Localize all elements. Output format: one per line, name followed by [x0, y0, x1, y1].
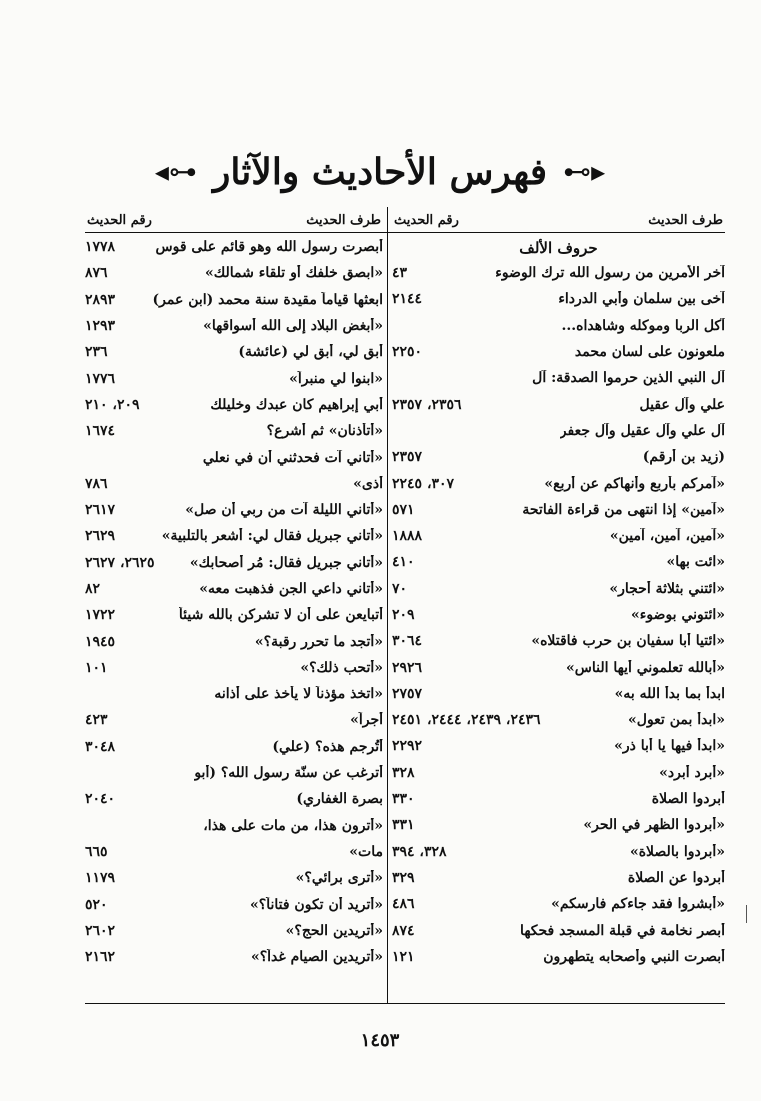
entry-number: ٢١٤٤	[392, 291, 423, 308]
entry-number: ٤٨٦	[392, 896, 415, 913]
entry-number: ١٧٧٦	[85, 370, 116, 387]
index-entry	[85, 287, 383, 313]
entry-number: ١٩٤٥	[85, 633, 116, 650]
entry-number: ٣٠٦٤	[392, 633, 423, 650]
right-column-header	[392, 208, 725, 232]
index-entry	[392, 865, 725, 891]
index-entry	[85, 550, 383, 576]
entry-number: ٣٢٨، ٣٩٤	[392, 843, 447, 860]
entry-number: ١٨٨٨	[392, 528, 423, 545]
entry-number: ٢٨٩٣	[85, 291, 116, 308]
index-entry	[85, 628, 383, 654]
entry-number: ٣٢٨	[392, 764, 415, 781]
entry-text: «أتاني الليلة آت من ربي أن صل»	[185, 502, 383, 519]
entry-number: ٢٧٥٧	[392, 685, 423, 702]
entry-text: «أتأذنان» ثم أشرع؟	[266, 423, 383, 440]
entry-text: «آمركم بأربع وأنهاكم عن أربع»	[544, 475, 725, 492]
index-entry	[392, 733, 725, 759]
entry-number: ٥٢٠	[85, 896, 108, 913]
entry-text: «أترى برائي؟»	[295, 870, 383, 887]
entry-number: ٢٢٥٠	[392, 344, 423, 361]
index-entry	[85, 523, 383, 549]
entry-text: آل علي وآل عقيل وآل جعفر	[559, 422, 725, 439]
index-entry	[392, 839, 725, 865]
entry-number: ٨٢	[85, 581, 101, 597]
entry-number: ٣٢٩	[392, 869, 415, 886]
index-entry	[85, 655, 383, 681]
entry-text: «أبرد أبرد»	[659, 764, 725, 781]
index-entry	[392, 339, 725, 365]
entry-text: «ائتيا أبا سفيان بن حرب فاقتلاه»	[531, 633, 725, 650]
left-column-body	[85, 234, 383, 970]
ornament-left: ◂⊶	[154, 155, 197, 188]
entry-text: أبصر نخامة في قبلة المسجد فحكها	[520, 922, 725, 939]
entry-number: ٢٠٤٠	[85, 791, 116, 808]
index-entry	[392, 497, 725, 523]
entry-number: ٤٢٣	[85, 712, 108, 729]
margin-mark	[746, 905, 747, 923]
index-entry	[85, 365, 383, 391]
entry-number: ٢٣٦	[85, 344, 108, 361]
entry-number: ٢١٦٢	[85, 949, 116, 966]
index-entry	[85, 260, 383, 286]
entry-text: «آمين» إذا انتهى من قراءة الفاتحة	[522, 501, 725, 518]
entry-text: أبردوا عن الصلاة	[627, 869, 725, 886]
entry-text: أتبايعن على أن لا تشركن بالله شيئاً	[178, 607, 383, 624]
entry-text: «أتجد ما تحرر رقبة؟»	[254, 633, 383, 650]
index-entry	[85, 681, 383, 707]
entry-text: أبق لي، أبق لي (عائشة)	[238, 344, 383, 361]
index-entry	[392, 760, 725, 786]
index-entry	[85, 813, 383, 839]
entry-text: «أتريدين الحج؟»	[285, 922, 383, 939]
index-entry	[392, 365, 725, 391]
index-entry	[85, 786, 383, 812]
entry-number: ٣٣١	[392, 817, 415, 834]
index-entry	[85, 865, 383, 891]
entry-text: «أبغض البلاد إلى الله أسواقها»	[203, 318, 383, 335]
index-entry	[392, 470, 725, 496]
entry-text: «ابصق خلفك أو تلقاء شمالك»	[204, 265, 383, 282]
index-entry	[392, 944, 725, 970]
entry-text: ابدأ بما بدأ الله به»	[614, 685, 725, 702]
index-entry	[392, 602, 725, 628]
right-column	[392, 208, 725, 970]
header-text-label: طرف الحديث	[306, 212, 381, 228]
index-entry	[85, 444, 383, 470]
entry-text: «أبالله تعلموني أيها الناس»	[566, 659, 725, 676]
index-entry	[85, 234, 383, 260]
entry-number: ٢٦٠٢	[85, 922, 116, 939]
entry-number: ١٠١	[85, 659, 108, 676]
entry-text: «ائت بها»	[666, 554, 725, 571]
bottom-rule	[85, 1003, 725, 1004]
entry-text: أذى»	[353, 475, 383, 492]
index-entry	[85, 734, 383, 760]
entry-number: ٢٦١٧	[85, 502, 116, 519]
entry-text: «أبشروا فقد جاءكم فارسكم»	[551, 896, 725, 913]
entry-text: ملعونون على لسان محمد	[574, 344, 725, 361]
entry-text: «أتحب ذلك؟»	[300, 659, 383, 676]
column-separator	[387, 207, 388, 1003]
entry-text: آكل الربا وموكله وشاهداه...	[561, 317, 725, 334]
entry-text: أبصرت النبي وأصحابه يتطهرون	[543, 948, 725, 965]
index-entry	[392, 313, 725, 339]
index-entry	[85, 497, 383, 523]
entry-text: آخر الأمرين من رسول الله ترك الوضوء	[495, 265, 725, 282]
entry-number: ٢٦٢٥، ٢٦٢٧	[85, 554, 155, 571]
entry-number: ٨٧٦	[85, 265, 108, 282]
index-entry	[85, 602, 383, 628]
index-entry	[85, 392, 383, 418]
right-column-body	[392, 236, 725, 970]
index-entry	[85, 839, 383, 865]
index-entry	[392, 286, 725, 312]
index-entry	[392, 549, 725, 575]
entry-text: «أتاني آت فحدثني أن في نعلي	[202, 449, 383, 466]
left-column-header	[85, 208, 383, 232]
entry-text: «أتاني جبريل فقال: مُر أصحابك»	[189, 554, 383, 571]
entry-number: ٣٣٠	[392, 791, 415, 808]
entry-number: ٣٠٤٨	[85, 738, 116, 755]
entry-number: ٢٤٣٦، ٢٤٣٩، ٢٤٤٤، ٢٤٥١	[392, 712, 541, 729]
entry-text: «اتخذ مؤذناً لا يأخذ على أذانه	[214, 686, 383, 703]
entry-text: مات»	[349, 843, 383, 860]
entry-number: ١١٧٩	[85, 870, 116, 887]
entry-number: ١٦٧٤	[85, 423, 116, 440]
index-entry	[392, 418, 725, 444]
entry-number: ١٢٩٣	[85, 318, 116, 335]
entry-number: ٢٠٩	[392, 607, 415, 623]
entry-number: ٢٦٢٩	[85, 528, 116, 545]
entry-number: ٣٠٧، ٢٢٤٥	[392, 475, 455, 492]
index-entry	[392, 391, 725, 417]
page-number: ١٤٥٣	[360, 1030, 400, 1051]
entry-text: «ائتوني بوضوء»	[630, 607, 725, 623]
entry-number: ٧٠	[392, 580, 408, 597]
index-entry	[85, 471, 383, 497]
index-entry	[85, 576, 383, 602]
index-entry	[392, 654, 725, 680]
index-entry	[392, 891, 725, 917]
entry-number: ٦٦٥	[85, 843, 108, 860]
entry-text: أجراً»	[350, 712, 383, 729]
index-entry	[392, 786, 725, 812]
entry-number: ٤١٠	[392, 554, 415, 571]
entry-number: ٢٢٩٢	[392, 738, 423, 755]
index-entry	[392, 260, 725, 286]
entry-text: آل النبي الذين حرموا الصدقة: آل	[532, 370, 725, 387]
index-entry	[85, 760, 383, 786]
header-number-label: رقم الحديث	[394, 212, 459, 228]
header-number-label: رقم الحديث	[87, 212, 152, 228]
entry-number: ٥٧١	[392, 501, 415, 518]
entry-text: «أبردوا الظهر في الحر»	[583, 817, 725, 834]
entry-text: أبي إبراهيم كان عبدك وخليلك	[210, 396, 383, 413]
entry-text: «أتريدين الصيام غداً؟»	[250, 949, 383, 966]
index-entry	[85, 418, 383, 444]
index-entry	[392, 917, 725, 943]
index-entry	[85, 339, 383, 365]
index-entry	[392, 812, 725, 838]
entry-text: «أتاني داعي الجن فذهبت معه»	[199, 581, 383, 597]
index-entry	[85, 944, 383, 970]
ornament-right: ⊷▸	[563, 155, 606, 188]
left-column	[85, 208, 383, 970]
entry-text: بصرة الغفاري)	[296, 791, 383, 808]
header-text-label: طرف الحديث	[648, 212, 723, 228]
index-entry	[85, 918, 383, 944]
index-entry	[392, 523, 725, 549]
index-entry	[392, 681, 725, 707]
entry-text: «آمين، آمين، آمين»	[609, 528, 725, 545]
index-entry	[85, 313, 383, 339]
entry-text: أترغب عن سنّة رسول الله؟ (أبو	[194, 765, 383, 782]
section-heading: حروف الألف	[519, 239, 598, 257]
entry-number: ١٧٢٢	[85, 607, 116, 624]
entry-text: أبصرت رسول الله وهو قائم على قوس	[155, 239, 383, 256]
entry-number: ٢٠٩، ٢١٠	[85, 396, 140, 413]
entry-number: ٢٩٢٦	[392, 659, 423, 676]
entry-text: أبردوا الصلاة	[651, 791, 725, 808]
right-entry-list	[392, 260, 725, 970]
entry-text: «أترون هذا، من مات على هذا،	[203, 817, 383, 834]
index-entry	[392, 444, 725, 470]
entry-text: «أبردوا بالصلاة»	[629, 843, 725, 860]
entry-number: ٨٧٤	[392, 922, 415, 939]
entry-text: (زيد بن أرقم)	[642, 449, 725, 466]
entry-number: ١٧٧٨	[85, 239, 116, 256]
entry-text: «ابدأ فيها يا أبا ذر»	[614, 738, 725, 755]
entry-text: أتُرجم هذه؟ (علي)	[272, 738, 383, 755]
entry-text: «ائتني بثلاثة أحجار»	[609, 580, 725, 597]
entry-text: «ابنوا لي منبراً»	[289, 370, 383, 387]
entry-text: «أتريد أن تكون فتاناً؟»	[250, 896, 383, 913]
entry-number: ٧٨٦	[85, 475, 108, 492]
entry-text: «أتاني جبريل فقال لي: أشعر بالتلبية»	[161, 528, 383, 545]
left-entry-list	[85, 234, 383, 970]
index-entry	[392, 576, 725, 602]
index-entry	[392, 628, 725, 654]
index-entry	[85, 707, 383, 733]
entry-number: ٤٣	[392, 265, 408, 282]
index-entry	[392, 707, 725, 733]
entry-number: ١٢١	[392, 948, 415, 965]
entry-text: علي وآل عقيل	[639, 396, 725, 413]
index-entry	[85, 891, 383, 917]
entry-number: ٢٣٥٧	[392, 449, 423, 466]
page-title: فهرس الأحاديث والآثار	[212, 151, 548, 193]
page-header	[154, 142, 606, 202]
entry-text: ابعثها قياماً مقيدة سنة محمد (ابن عمر)	[152, 291, 383, 308]
entry-text: آخى بين سلمان وأبي الدرداء	[558, 291, 725, 308]
entry-number: ٢٣٥٦، ٢٣٥٧	[392, 396, 462, 413]
entry-text: «ابدأ بمن تعول»	[628, 712, 725, 729]
